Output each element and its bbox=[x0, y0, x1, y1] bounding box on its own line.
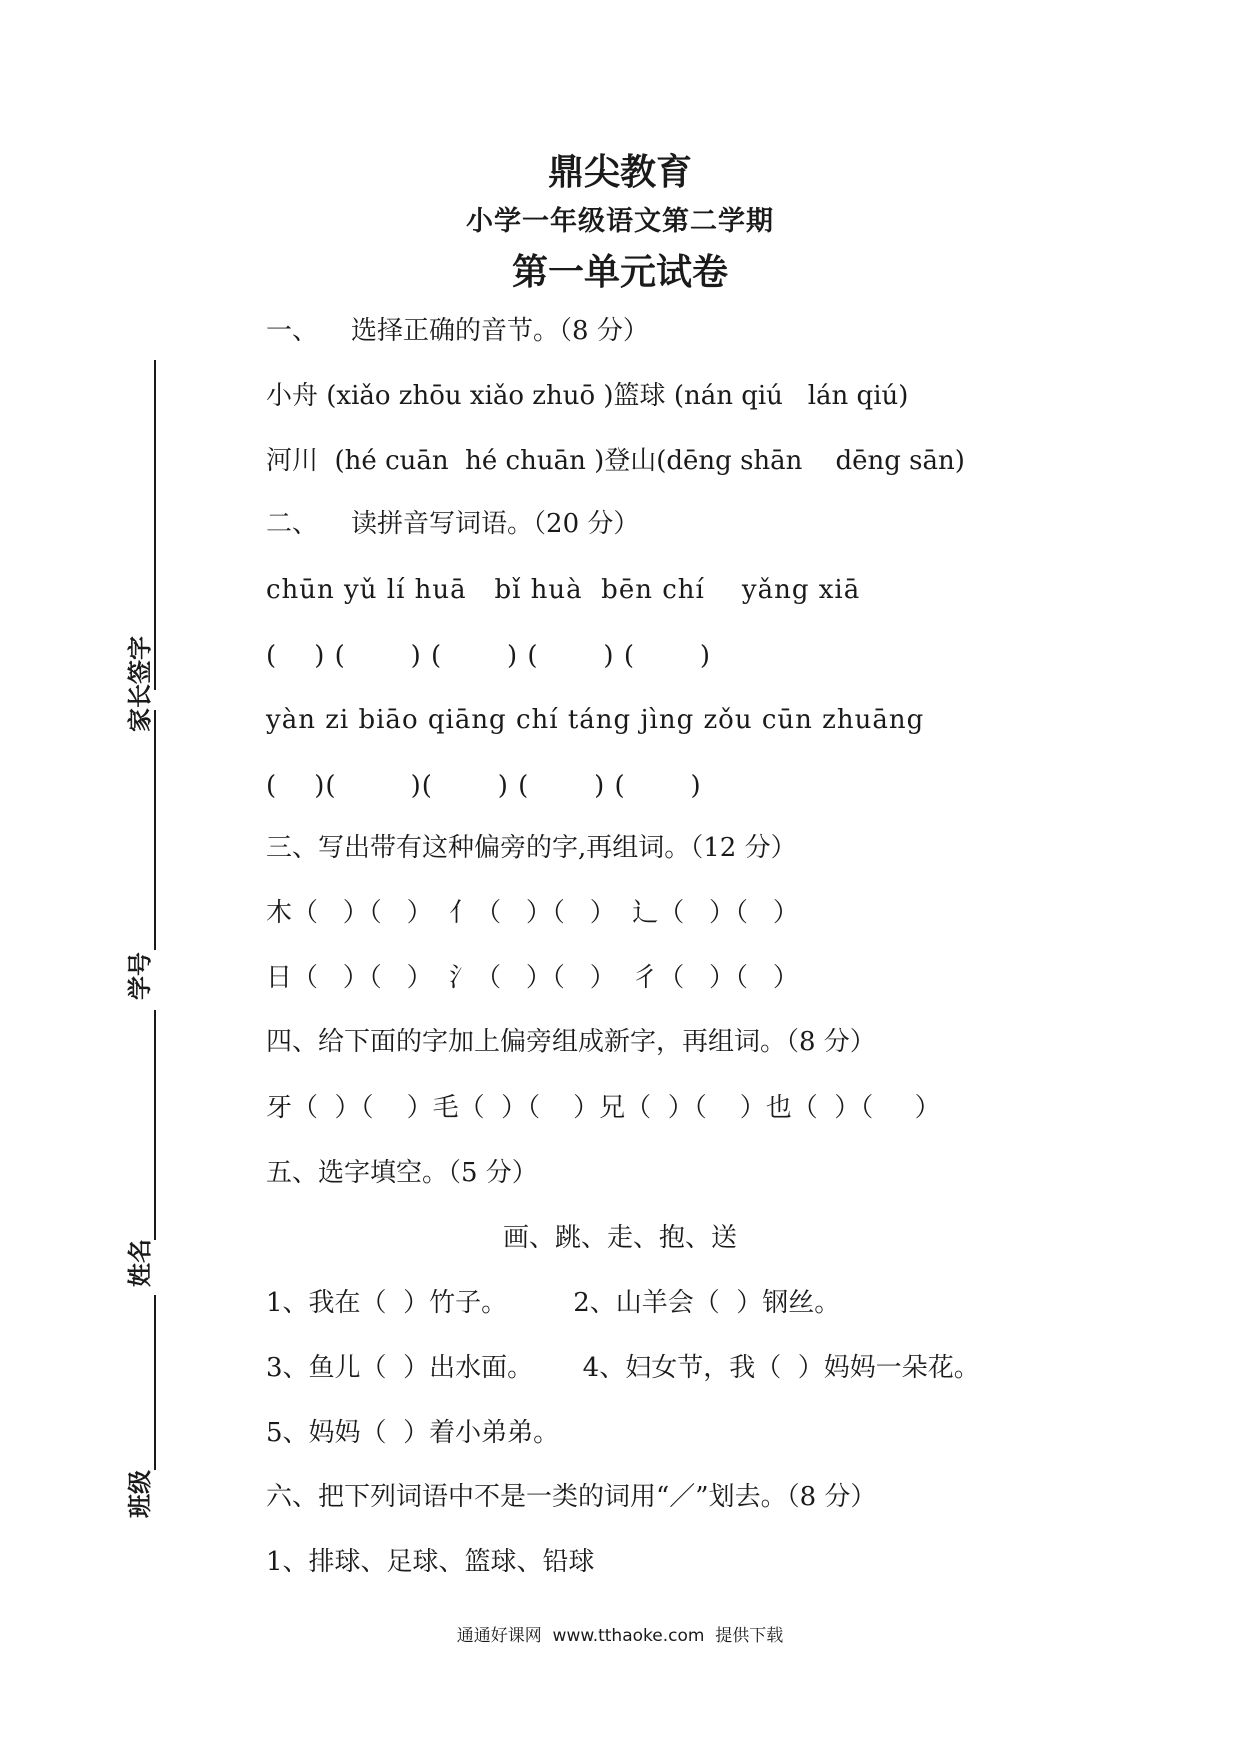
org-title: 鼎尖教育 bbox=[547, 151, 692, 193]
section-4-row: 牙（ ）（ ）毛（ ）（ ）兄（ ）（ ）也（ ）（ ） bbox=[266, 1093, 941, 1123]
parent-signature-label: 家长签字 bbox=[125, 636, 154, 732]
section-5-title: 五、选字填空。（5 分） bbox=[266, 1158, 538, 1188]
section-2-pinyin-1: chūn yǔ lí huā bǐ huà bēn chí yǎng xiā bbox=[266, 575, 861, 605]
binding-rule-top bbox=[154, 360, 156, 690]
section-5-choices: 画、跳、走、抱、送 bbox=[502, 1223, 737, 1253]
unit-title: 第一单元试卷 bbox=[511, 251, 728, 293]
section-4-title: 四、给下面的字加上偏旁组成新字，再组词。（8 分） bbox=[266, 1027, 876, 1057]
binding-rule-2 bbox=[154, 710, 156, 950]
section-1-title: 一、 选择正确的音节。（8 分） bbox=[266, 316, 649, 346]
course-subtitle: 小学一年级语文第二学期 bbox=[466, 206, 774, 237]
section-2-title: 二、 读拼音写词语。（20 分） bbox=[266, 509, 640, 539]
section-5-row-3: 5、妈妈（ ）着小弟弟。 bbox=[266, 1418, 560, 1448]
section-2-pinyin-2: yàn zi biāo qiāng chí táng jìng zǒu cūn zhuāng bbox=[266, 705, 925, 735]
section-1-row-2: 河川 (hé cuān hé chuān )登山(dēng shān dēng sān) bbox=[266, 446, 965, 476]
binding-rule-3 bbox=[154, 1010, 156, 1240]
footer-credit: 通通好课网 www.tthaoke.com 提供下载 bbox=[456, 1626, 784, 1646]
section-6-row-1: 1、排球、足球、篮球、铅球 bbox=[266, 1547, 595, 1577]
section-3-title: 三、写出带有这种偏旁的字,再组词。（12 分） bbox=[266, 833, 797, 863]
section-3-row-2: 日（ ）（ ） 氵（ ）（ ） 彳（ ）（ ） bbox=[266, 963, 799, 993]
binding-rule-4 bbox=[154, 1295, 156, 1470]
section-3-row-1: 木（ ）（ ） 亻（ ）（ ） 辶（ ）（ ） bbox=[266, 898, 799, 928]
section-6-title: 六、把下列词语中不是一类的词用“／”划去。（8 分） bbox=[266, 1482, 877, 1512]
class-label: 班级 bbox=[125, 1470, 154, 1518]
section-5-row-1: 1、我在（ ）竹子。 2、山羊会（ ）钢丝。 bbox=[266, 1288, 841, 1318]
student-no-label: 学号 bbox=[125, 952, 154, 1000]
section-2-blanks-1: ( ) ( ) ( ) ( ) ( ) bbox=[266, 641, 711, 671]
name-label: 姓名 bbox=[125, 1239, 154, 1287]
section-2-blanks-2: ( )( )( ) ( ) ( ) bbox=[266, 771, 702, 801]
section-1-row-1: 小舟 (xiǎo zhōu xiǎo zhuō )篮球 (nán qiú lán qiú) bbox=[266, 381, 909, 411]
section-5-row-2: 3、鱼儿（ ）出水面。 4、妇女节，我（ ）妈妈一朵花。 bbox=[266, 1353, 980, 1383]
